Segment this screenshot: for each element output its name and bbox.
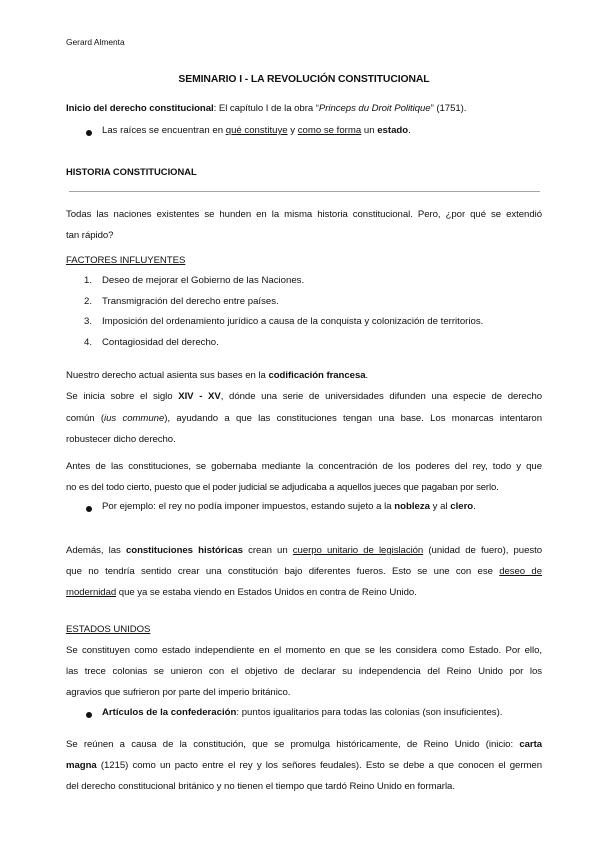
bold-term: magna bbox=[66, 760, 97, 771]
bullet-text: : puntos igualitarios para todas las colonias (son insuficientes). bbox=[236, 707, 503, 718]
paragraph-text: Nuestro derecho actual asienta sus bases en la bbox=[66, 370, 269, 381]
section-heading-history: HISTORIA CONSTITUCIONAL bbox=[66, 166, 197, 177]
paragraph-line bbox=[66, 566, 542, 577]
intro-bold-label: Inicio del derecho constitucional bbox=[66, 103, 214, 114]
paragraph-text: ), ayudando a que las constituciones tengan una base. Los monarcas intentaron bbox=[164, 413, 542, 424]
paragraph-line: del derecho constitucional británico y no tienen el tiempo que tardó Reino Unido en formarla. bbox=[66, 781, 455, 792]
list-number: 3. bbox=[84, 316, 93, 327]
paragraph-text: , dónde una serie de universidades difunden una especie de derecho bbox=[220, 391, 543, 402]
factors-heading: FACTORES INFLUYENTES bbox=[66, 255, 186, 266]
intro-bullet-item bbox=[102, 125, 411, 136]
paragraph-line bbox=[66, 391, 542, 402]
underlined-term: modernidad bbox=[66, 587, 117, 598]
paragraph-line bbox=[66, 760, 542, 771]
bold-term: clero bbox=[450, 501, 474, 512]
bullet-text: y bbox=[287, 125, 298, 136]
paragraph-line bbox=[66, 545, 542, 556]
intro-year: ” (1751). bbox=[430, 103, 467, 114]
paragraph-line: Antes de las constituciones, se gobernaba mediante la concentración de los poderes del rey, todo y que bbox=[66, 461, 542, 472]
list-item: Transmigración del derecho entre países. bbox=[102, 296, 279, 307]
intro-text: : El capítulo I de la obra “ bbox=[213, 103, 319, 114]
bold-term: carta bbox=[519, 739, 542, 750]
underlined-term: deseo de bbox=[499, 566, 543, 577]
underlined-term: cuerpo unitario de legislación bbox=[292, 545, 424, 556]
bullet-text: Por ejemplo: el rey no podía imponer impuestos, estando sujeto a la bbox=[102, 501, 395, 512]
paragraph-line bbox=[66, 587, 417, 598]
codification-paragraph bbox=[66, 370, 368, 381]
paragraph-text: (unidad de fuero), puesto bbox=[423, 545, 543, 556]
paragraph-text: que no tendría sentido crear una constitución bajo diferentes fueros. Esto se une con ese bbox=[66, 566, 500, 577]
paragraph-text: Se inicia sobre el siglo bbox=[66, 391, 179, 402]
section-heading-usa: ESTADOS UNIDOS bbox=[66, 624, 151, 635]
bold-term: codificación francesa bbox=[268, 370, 366, 381]
list-number: 2. bbox=[84, 296, 93, 307]
bullet-text: . bbox=[473, 501, 476, 512]
paragraph-text: que ya se estaba viendo en Estados Unidos en contra de Reino Unido. bbox=[116, 587, 417, 598]
bold-term: Artículos de la confederación bbox=[102, 707, 237, 718]
bullet-icon bbox=[86, 130, 92, 136]
horizontal-divider bbox=[69, 191, 540, 192]
paragraph-line bbox=[66, 739, 542, 750]
paragraph-text: común ( bbox=[66, 413, 105, 424]
example-bullet-item bbox=[102, 501, 476, 512]
paragraph-line: Todas las naciones existentes se hunden en la misma historia constitucional. Pero, ¿por qué se extendió bbox=[66, 209, 542, 220]
paragraph-text: (1215) como un pacto entre el rey y los señores feudales). Esto se debe a que conocen el germen bbox=[96, 760, 542, 771]
bold-term: nobleza bbox=[394, 501, 430, 512]
paragraph-text: Además, las bbox=[66, 545, 126, 556]
work-title: Princeps du Droit Politique bbox=[318, 103, 431, 114]
paragraph-text: Se reúnen a causa de la constitución, que se promulga históricamente, de Reino Unido (inicio: bbox=[66, 739, 520, 750]
paragraph-line: las trece colonias se unieron con el objetivo de declarar su independencia del Reino Unido por los bbox=[66, 666, 542, 677]
bold-term: constituciones históricas bbox=[125, 545, 243, 556]
bullet-text: y al bbox=[429, 501, 451, 512]
bold-term: XIV - XV bbox=[178, 391, 221, 402]
bold-term: estado bbox=[377, 125, 409, 136]
list-item: Imposición del ordenamiento jurídico a causa de la conquista y colonización de territorios. bbox=[102, 316, 484, 327]
list-item: Contagiosidad del derecho. bbox=[102, 337, 219, 348]
list-item: Deseo de mejorar el Gobierno de las Naciones. bbox=[102, 275, 305, 286]
paragraph-line: agravios que sufrieron por parte del imperio británico. bbox=[66, 687, 291, 698]
underlined-term: qué constituye bbox=[225, 125, 288, 136]
intro-paragraph bbox=[66, 103, 466, 114]
paragraph-line: tan rápido? bbox=[66, 230, 114, 241]
bullet-text: . bbox=[408, 125, 411, 136]
document-title: SEMINARIO I - LA REVOLUCIÓN CONSTITUCIONAL bbox=[178, 74, 430, 85]
paragraph-line: Se constituyen como estado independiente en el momento en que se les considera como Estado. Por ello, bbox=[66, 645, 542, 656]
list-number: 1. bbox=[84, 275, 93, 286]
bullet-text: un bbox=[361, 125, 378, 136]
paragraph-text: . bbox=[365, 370, 369, 381]
confederation-bullet-item bbox=[102, 707, 502, 718]
bullet-icon bbox=[86, 506, 92, 512]
paragraph-line: no es del todo cierto, puesto que el poder judicial se adjudicaba a aquellos jueces que pagaban por serlo. bbox=[66, 482, 499, 493]
italic-term: ius commune bbox=[104, 413, 165, 424]
bullet-icon bbox=[86, 712, 92, 718]
bullet-text: Las raíces se encuentran en bbox=[102, 125, 226, 136]
author-name: Gerard Almenta bbox=[66, 37, 125, 47]
paragraph-line: robustecer dicho derecho. bbox=[66, 434, 176, 445]
list-number: 4. bbox=[84, 337, 93, 348]
underlined-term: como se forma bbox=[297, 125, 362, 136]
paragraph-line bbox=[66, 413, 542, 424]
paragraph-text: crean un bbox=[242, 545, 293, 556]
